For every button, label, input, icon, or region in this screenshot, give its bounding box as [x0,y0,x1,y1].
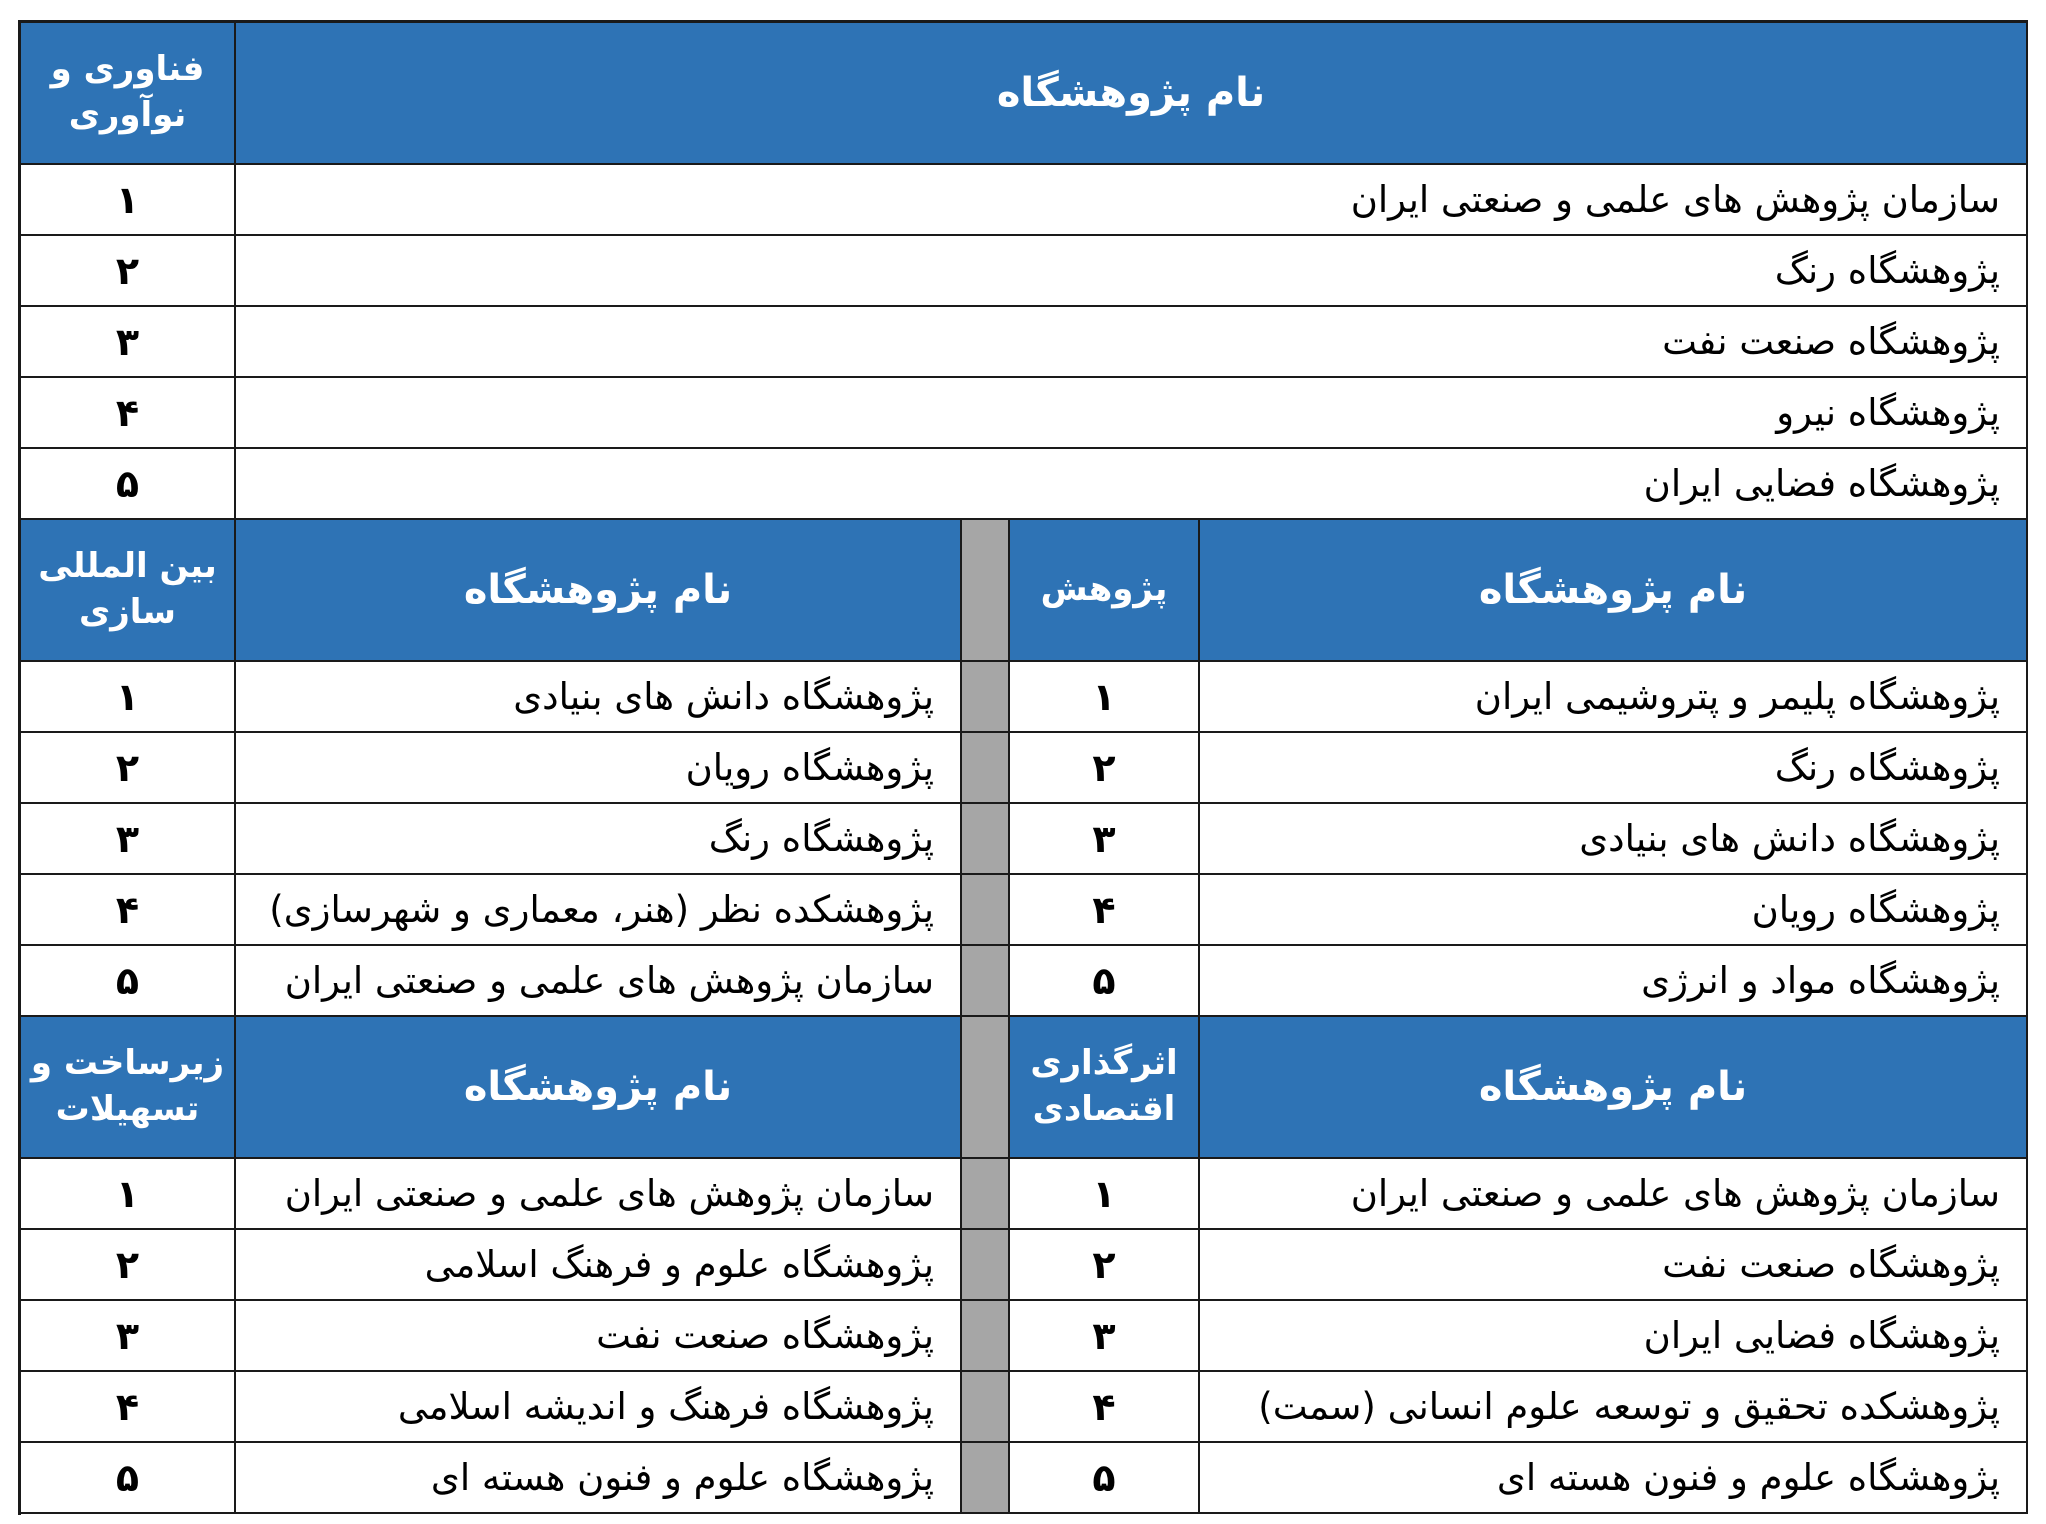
infrastructure-name-cell: پژوهشگاه صنعت نفت [236,1301,962,1372]
infrastructure-rank-cell: ۱ [21,1159,236,1230]
column-spacer [962,1443,1010,1514]
column-spacer [962,875,1010,946]
column-spacer [962,1159,1010,1230]
column-spacer [962,1301,1010,1372]
column-spacer [962,520,1010,662]
international-rank-cell: ۳ [21,804,236,875]
innovation-name-cell: پژوهشگاه فضایی ایران [236,449,2028,520]
infrastructure-rank-cell: ۴ [21,1372,236,1443]
research-rank-cell: ۵ [1010,946,1200,1017]
economic-rank-cell: ۲ [1010,1230,1200,1301]
research-rank-cell: ۲ [1010,733,1200,804]
column-spacer [962,1017,1010,1159]
research-name-cell: پژوهشگاه دانش های بنیادی [1200,804,2028,875]
column-spacer [962,1372,1010,1443]
international-name-cell: پژوهشکده نظر (هنر، معماری و شهرسازی) [236,875,962,946]
economic-name-cell: پژوهشگاه صنعت نفت [1200,1230,2028,1301]
infrastructure-rank-cell: ۳ [21,1301,236,1372]
infrastructure-rank-cell: ۵ [21,1443,236,1514]
column-spacer [962,662,1010,733]
economic-name-cell: پژوهشگاه فضایی ایران [1200,1301,2028,1372]
economic-rank-cell: ۱ [1010,1159,1200,1230]
innovation-name-cell: پژوهشگاه صنعت نفت [236,307,2028,378]
research-name-cell: پژوهشگاه رویان [1200,875,2028,946]
infrastructure-name-header: نام پژوهشگاه [236,1017,962,1159]
infrastructure-rank-header: زیرساخت و تسهیلات [21,1017,236,1159]
economic-rank-cell: ۵ [1010,1443,1200,1514]
innovation-rank-cell: ۵ [21,449,236,520]
international-name-cell: سازمان پژوهش های علمی و صنعتی ایران [236,946,962,1017]
infrastructure-name-cell: سازمان پژوهش های علمی و صنعتی ایران [236,1159,962,1230]
economic-rank-header: اثرگذاری اقتصادی [1010,1017,1200,1159]
international-name-cell: پژوهشگاه رنگ [236,804,962,875]
international-name-cell: پژوهشگاه رویان [236,733,962,804]
economic-name-cell: پژوهشکده تحقیق و توسعه علوم انسانی (سمت) [1200,1372,2028,1443]
innovation-name-header: نام پژوهشگاه [236,23,2028,165]
economic-rank-cell: ۴ [1010,1372,1200,1443]
infrastructure-name-cell: پژوهشگاه علوم و فرهنگ اسلامی [236,1230,962,1301]
innovation-rank-cell: ۴ [21,378,236,449]
column-spacer [962,1230,1010,1301]
international-rank-cell: ۱ [21,662,236,733]
economic-name-header: نام پژوهشگاه [1200,1017,2028,1159]
innovation-name-cell: پژوهشگاه رنگ [236,236,2028,307]
research-rank-header: پژوهش [1010,520,1200,662]
international-rank-cell: ۲ [21,733,236,804]
infrastructure-name-cell: پژوهشگاه علوم و فنون هسته ای [236,1443,962,1514]
innovation-name-cell: پژوهشگاه نیرو [236,378,2028,449]
research-name-cell: پژوهشگاه مواد و انرژی [1200,946,2028,1017]
research-name-cell: پژوهشگاه پلیمر و پتروشیمی ایران [1200,662,2028,733]
research-rank-cell: ۳ [1010,804,1200,875]
innovation-rank-cell: ۱ [21,165,236,236]
infrastructure-rank-cell: ۲ [21,1230,236,1301]
economic-name-cell: پژوهشگاه علوم و فنون هسته ای [1200,1443,2028,1514]
innovation-rank-cell: ۳ [21,307,236,378]
international-rank-header: بین المللی سازی [21,520,236,662]
international-rank-cell: ۵ [21,946,236,1017]
economic-rank-cell: ۳ [1010,1301,1200,1372]
infrastructure-name-cell: پژوهشگاه فرهنگ و اندیشه اسلامی [236,1372,962,1443]
research-name-cell: پژوهشگاه رنگ [1200,733,2028,804]
research-rank-cell: ۴ [1010,875,1200,946]
innovation-name-cell: سازمان پژوهش های علمی و صنعتی ایران [236,165,2028,236]
research-rank-cell: ۱ [1010,662,1200,733]
economic-name-cell: سازمان پژوهش های علمی و صنعتی ایران [1200,1159,2028,1230]
innovation-rank-header: فناوری و نوآوری [21,23,236,165]
international-name-cell: پژوهشگاه دانش های بنیادی [236,662,962,733]
research-name-header: نام پژوهشگاه [1200,520,2028,662]
innovation-rank-cell: ۲ [21,236,236,307]
column-spacer [962,804,1010,875]
international-name-header: نام پژوهشگاه [236,520,962,662]
international-rank-cell: ۴ [21,875,236,946]
column-spacer [962,733,1010,804]
column-spacer [962,946,1010,1017]
